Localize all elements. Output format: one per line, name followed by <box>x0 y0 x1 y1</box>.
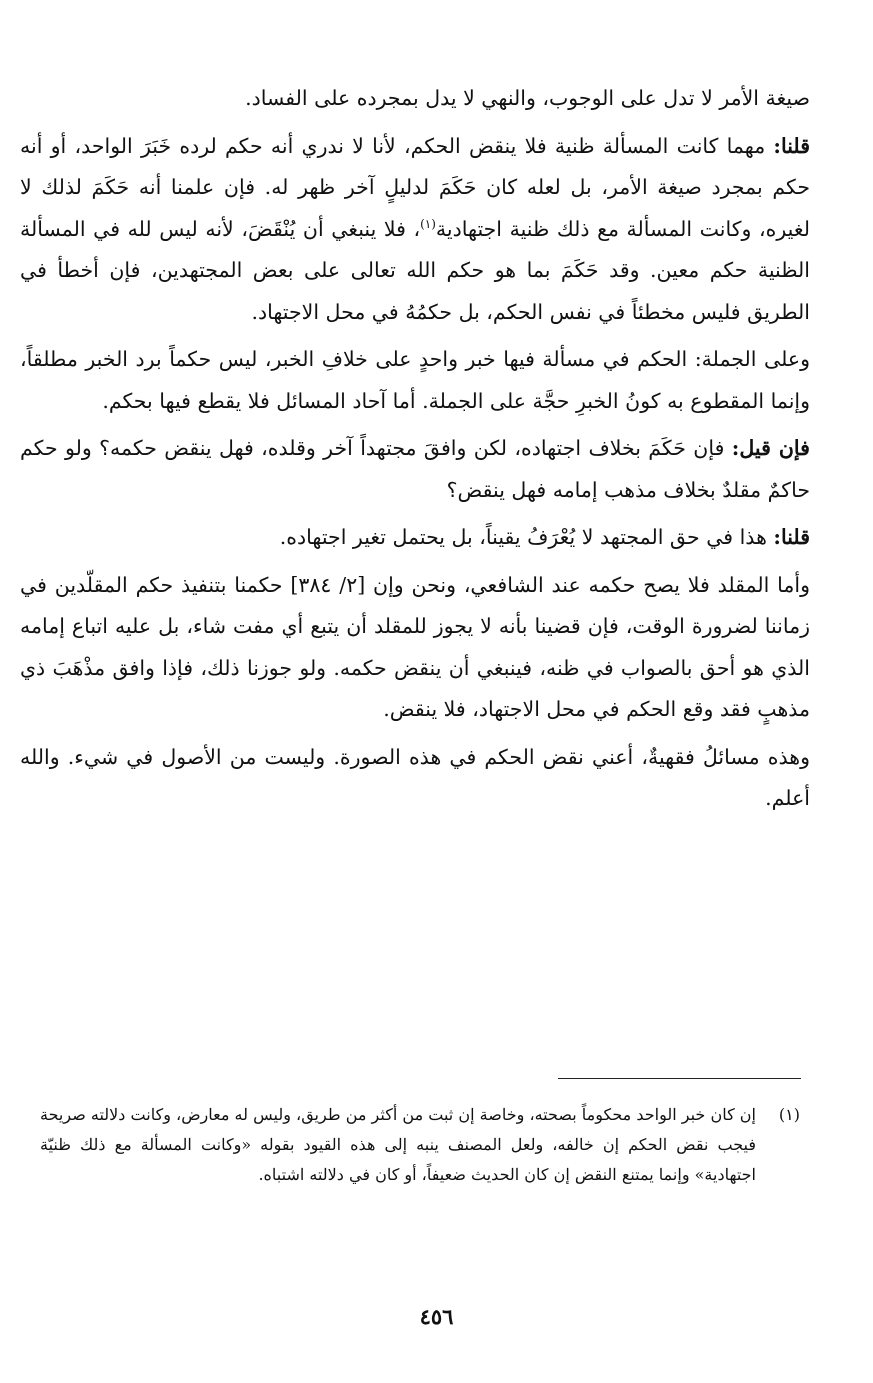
paragraph-3 <box>20 339 810 422</box>
paragraph-2-text: مهما كانت المسألة ظنية فلا ينقض الحكم، لأنا لا ندري أنه حكم لرده خَبَرَ الواحد، أو أنه حكم بمجرد صيغة الأمر، بل لعله كان حَكَمَ لدليلٍ آخر ظهر له. فإن علمنا أنه حَكَمَ لذلك لا لغيره، وكانت المسألة مع ذلك ظنية اجتهادية <box>20 133 810 241</box>
footnote-1-text: إن كان خبر الواحد محكوماً بصحته، وخاصة إن ثبت من أكثر من طريق، وليس له معارض، وكانت دلالته صريحة فيجب نقض الحكم إن خالفه، ولعل المصنف ينبه إلى هذه القيود بقوله «وكانت المسألة مع ذلك ظنيّة اجتهادية» وإنما يمتنع النقض إن كان الحديث ضعيفاً، أو كان في دلالته اشتباه. <box>40 1105 756 1184</box>
footnote-1-marker: (١) <box>778 1105 800 1124</box>
paragraph-3-text: وعلى الجملة: الحكم في مسألة فيها خبر واحدٍ على خلافِ الخبر، ليس حكماً برد الخبر مطلقاً، وإنما المقطوع به كونُ الخبرِ حجَّة على الجملة. أما آحاد المسائل فلا يقطع فيها بحكم. <box>20 347 810 413</box>
paragraph-7-text: وهذه مسائلُ فقهيةٌ، أعني نقض الحكم في هذه الصورة. وليست من الأصول في شيء. والله أعلم. <box>20 744 810 810</box>
paragraph-5-text: هذا في حق المجتهد لا يُعْرَفُ يقيناً، بل يحتمل تغير اجتهاده. <box>279 525 774 549</box>
paragraph-4-text: فإن حَكَمَ بخلاف اجتهاده، لكن وافقَ مجتهداً آخر وقلده، فهل ينقض حكمه؟ ولو حكم حاكمٌ مقلدٌ بخلاف مذهب إمامه فهل ينقض؟ <box>20 436 810 502</box>
paragraph-2 <box>20 126 810 334</box>
footnote-reference[interactable]: (١) <box>420 216 436 231</box>
paragraph-1 <box>20 78 810 120</box>
paragraph-6-text: وأما المقلد فلا يصح حكمه عند الشافعي، ونحن وإن [٢/ ٣٨٤] حكمنا بتنفيذ حكم المقلّدين في زماننا لضرورة الوقت، فإن قضينا بأنه لا يجوز للمقلد أن يتبع أي مفت شاء، بل عليه اتباع إمامه الذي هو أحق بالصواب في ظنه، فينبغي أن ينقض حكمه. ولو جوزنا ذلك، فإذا وافق مذْهَبَ ذي مذهبٍ فقد وقع الحكم في محل الاجتهاد، فلا ينقض. <box>20 572 810 721</box>
paragraph-7 <box>20 737 810 820</box>
footnote-1 <box>40 1100 800 1190</box>
page-number: ٤٥٦ <box>419 1304 454 1329</box>
paragraph-4 <box>20 428 810 511</box>
paragraph-1-text: صيغة الأمر لا تدل على الوجوب، والنهي لا يدل بمجرده على الفساد. <box>245 86 810 110</box>
paragraph-6 <box>20 565 810 731</box>
paragraph-5-lead: قلنا: <box>773 525 810 549</box>
paragraph-2-tail: ، فلا ينبغي أن يُنْقَضَ، لأنه ليس لله في المسألة الظنية حكم معين. وقد حَكَمَ بما هو حكم الله تعالى على بعض المجتهدين، فإن أخطأ في الطريق فليس مخطئاً في نفس الحكم، بل حكمُهُ في محل الاجتهاد. <box>20 216 810 324</box>
footnotes <box>40 1100 800 1190</box>
main-text <box>20 78 810 826</box>
paragraph-2-lead: قلنا: <box>773 133 810 158</box>
paragraph-4-lead: فإن قيل: <box>731 436 810 460</box>
footnote-separator <box>558 1078 801 1079</box>
paragraph-5 <box>20 517 810 559</box>
